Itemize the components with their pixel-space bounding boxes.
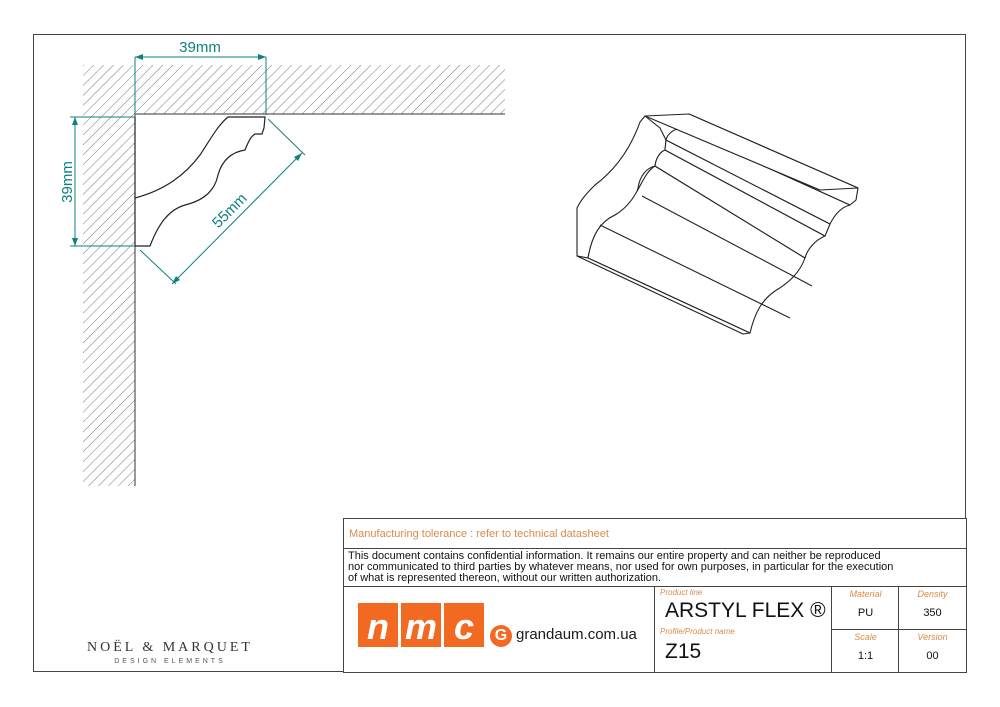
product-name: Z15 xyxy=(665,640,702,663)
scale-label: Scale xyxy=(854,632,877,642)
width-label: 39mm xyxy=(179,39,221,56)
nmc-tile-m: m xyxy=(401,603,441,647)
molding-3d-view xyxy=(577,114,858,334)
confidentiality-note xyxy=(344,549,966,587)
confidential-line-3: of what is represented thereon, without our written authorization. xyxy=(348,572,662,584)
site-g-icon: G xyxy=(490,625,512,647)
height-label: 39mm xyxy=(59,161,76,203)
version-label: Version xyxy=(917,632,948,642)
product-line: ARSTYL FLEX ® xyxy=(665,599,826,622)
product-cell xyxy=(655,587,832,672)
props-divider-h xyxy=(832,629,966,630)
diagonal-label: 55mm xyxy=(209,190,251,232)
nmc-logo xyxy=(358,603,485,647)
brand-subtitle: DESIGN ELEMENTS xyxy=(114,658,226,665)
logo-cell xyxy=(344,587,655,672)
confidential-line-1: This document contains confidential information. It remains our entire property and can neither be reproduced xyxy=(348,550,881,562)
material-label: Material xyxy=(849,589,882,599)
brand-logo xyxy=(70,640,270,665)
molding-profile xyxy=(135,117,265,246)
version-value: 00 xyxy=(926,650,939,662)
site-url: grandaum.com.ua xyxy=(516,626,637,643)
tolerance-note: Manufacturing tolerance : refer to technical datasheet xyxy=(344,519,966,549)
title-block xyxy=(343,518,967,673)
nmc-tile-n: n xyxy=(358,603,398,647)
nmc-tile-c: c xyxy=(444,603,484,647)
density-label: Density xyxy=(917,589,948,599)
wall-hatch xyxy=(83,114,135,486)
product-name-label: Profile/Product name xyxy=(660,627,735,636)
scale-value: 1:1 xyxy=(857,650,874,662)
ceiling-hatch xyxy=(83,65,505,114)
site-logo xyxy=(490,625,650,655)
brand-name: NOËL & MARQUET xyxy=(87,640,253,655)
confidential-line-2: nor communicated to third parties by whatever means, nor used for own purposes, in particular for the execution xyxy=(348,561,894,573)
material-value: PU xyxy=(857,607,874,619)
properties-cell xyxy=(832,587,966,672)
density-value: 350 xyxy=(923,607,942,619)
product-line-label: Product line xyxy=(660,588,703,597)
